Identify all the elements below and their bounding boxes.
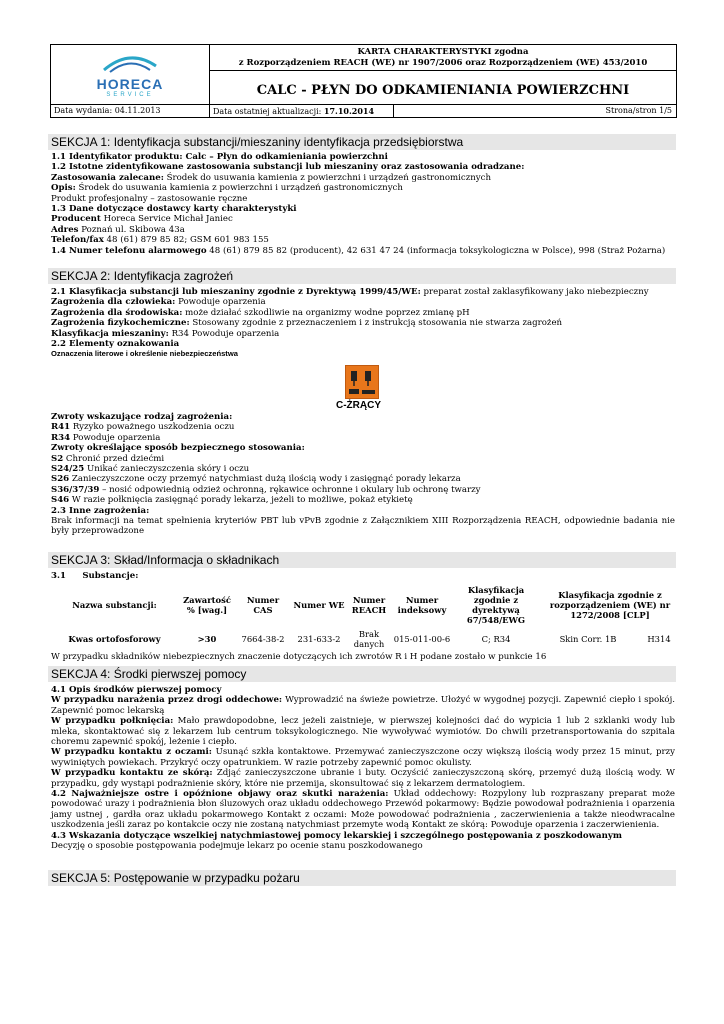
section-2-title: SEKCJA 2: Identyfikacja zagrożeń (48, 268, 676, 284)
regulation-note: KARTA CHARAKTERYSTYKI zgodna z Rozporządzeniem REACH (WE) nr 1907/2006 oraz Rozporządzeniem (WE) 453/2010 (210, 45, 676, 71)
section-4-title: SEKCJA 4: Środki pierwszej pomocy (48, 666, 676, 682)
document-header (50, 44, 677, 118)
table-row: Kwas ortofosforowy >30 7664-38-2 231-633-2 Brak danych 015-011-00-6 C; R34 Skin Corr. 1B H314 (68, 629, 671, 649)
section-1-body: 1.1 Identyfikator produktu: Calc – Płyn do odkamieniania powierzchni 1.2 Istotne zidentyfikowane zastosowania substancji lub mieszaniny oraz zastosowania odradzane: Zastosowania zalecane: Środek do usuwania kamienia z powierzchni i urządzeń gastronomicznych Opis: Środek do usuwania kamienia z powierzchni i urządzeń gastronomicznych Produkt profesjonalny – zastosowanie ręczne 1.3 Dane dotyczące dostawcy karty charakterystyki Producent Horeca Service Michał Janiec Adres Poznań ul. Skibowa 43a Telefon/fax 48 (61) 879 85 82; GSM 601 983 155 1.4 Numer telefonu alarmowego 48 (61) 879 85 82 (producent), 42 631 47 24 (informacja toksykologiczna w Polsce), 998 (Straż Pożarna) (51, 152, 666, 256)
section-3-subheading: 3.1 Substancje: (51, 571, 139, 581)
update-date: Data ostatniej aktualizacji: 17.10.2014 (210, 105, 394, 117)
section-3-title: SEKCJA 3: Skład/Informacja o składnikach (48, 552, 676, 568)
section-4-body: 4.1 Opis środków pierwszej pomocy W przypadku narażenia przez drogi oddechowe: Wyprowadzić na świeże powietrze. Ułożyć w wygodnej pozycji. Zapewnić ciepło i spokój. Zapewnić pomoc lekarską W przypadku połknięcia: Mało prawdopodobne, lecz jeżeli zaistnieje, w pierwszej kolejności dać do wypicia 1 lub 2 szklanki wody lub mleka, skontaktować się z lekarzem lub centrum toksykologicznego. Nie wywoływać wymiotów. Do chwili przetransportowania do szpitala choremu zapewnić spokój, leżenie i ciepło. W przypadku kontaktu z oczami: Usunąć szkła kontaktowe. Przemywać zanieczyszczone oczy większą ilością wody przez 15 minut, przy wywiniętych powiekach. Przykryć oczy opatrunkiem. W razie potrzeby zapewnić pomoc okulisty. W przypadku kontaktu ze skórą: Zdjąć zanieczyszczone ubranie i buty. Oczyścić zanieczyszczoną skórę, przemyć dużą ilością wody. W przypadku, gdy wystąpi podrażnienie skóry, które nie przemija, skonsultować się z lekarzem dermatologiem. 4.2 Najważniejsze ostre i opóźnione objawy oraz skutki narażenia: Układ oddechowy: Rozpylony lub rozpraszany preparat może powodować urazy i podrażnienia błon śluzowych oraz układu oddechowego Przewód pokarmowy: Będzie powodował podrażnienia i oparzenia jamy ustnej , gardła oraz układu pokarmowego Kontakt z oczami: Może powodować podrażnienia , zaczerwienienia a także nieodwracalne uszkodzenia jeśli zaraz po kontakcie oczy nie zostaną natychmiast przemyte wodą Kontakt ze skórą: Powoduje oparzenia i zaczerwienienia. 4.3 Wskazania dotyczące wszelkiej natychmiastowej pomocy lekarskiej i szczególnego postępowania z poszkodowanym Decyzję o sposobie postępowania podejmuje lekarz po ocenie stanu poszkodowanego (51, 685, 675, 852)
section-2-phrases: Zwroty wskazujące rodzaj zagrożenia: R41 Ryzyko poważnego uszkodzenia oczu R34 Powoduje oparzenia Zwroty określające sposób bezpiecznego stosowania: S2 Chronić przed dziećmi S24/25 Unikać zanieczyszczenia skóry i oczu S26 Zanieczyszczone oczy przemyć natychmiast dużą ilością wody i zasięgnąć porady lekarza S36/37/39 – nosić odpowiednią odzież ochronną, rękawice ochronne i okulary lub ochronę twarzy S46 W razie połknięcia zasięgnąć porady lekarza, jeżeli to możliwe, pokaż etykietę 2.3 Inne zagrożenia: Brak informacji na temat spełnienia kryteriów PBT lub vPvB zgodnie z Załącznikiem XIII Rozporządzenia REACH, odpowiednie badania nie były przeprowadzone (51, 412, 675, 537)
pictogram-label: C-ŻRĄCY (336, 400, 381, 411)
document-title: CALC - PŁYN DO ODKAMIENIANIA POWIERZCHNI (256, 83, 630, 98)
section-5-title: SEKCJA 5: Postępowanie w przypadku pożaru (48, 870, 676, 886)
horeca-logo: HORECA SERVICE (51, 45, 210, 104)
section-1-title: SEKCJA 1: Identyfikacja substancji/mieszaniny identyfikacja przedsiębiorstwa (48, 134, 676, 150)
page-number: Strona/stron 1/5 (605, 106, 672, 115)
section-2-body: 2.1 Klasyfikacja substancji lub mieszaniny zgodnie z Dyrektywą 1999/45/WE: preparat został zaklasyfikowany jako niebezpieczny Zagrożenia dla człowieka: Powoduje oparzenia Zagrożenia dla środowiska: może działać szkodliwie na organizmy wodne poprzez zmianę pH Zagrożenia fizykochemiczne: Stosowany zgodnie z przeznaczeniem i z instrukcją stosowania nie stwarza zagrożeń Klasyfikacja mieszaniny: R34 Powoduje oparzenia 2.2 Elementy oznakowania Oznaczenia literowe i określenie niebezpieczeństwa (51, 287, 649, 359)
issue-date: Data wydania: 04.11.2013 (51, 105, 210, 117)
logo-swoosh-icon (100, 52, 160, 74)
section-3-note: W przypadku składników niebezpiecznych znaczenie dotyczących ich zwrotów R i H podane zostało w punkcie 16 (51, 652, 547, 662)
substances-table: Nazwa substancji: Zawartość % [wag.] Numer CAS Numer WE Numer REACH Numer indeksowy Klasyfikacja zgodnie z dyrektywą 67/548/EWG Klasyfikacja zgodnie z rozporządzeniem (WE) nr 1272/2008 [CLP] Kwas ortofosforowy >30 7664-38-2 231-633-2 Brak danych 015-011-00-6 C; R34 Skin Corr. 1B H314 (50, 582, 681, 650)
corrosive-pictogram-icon (345, 365, 379, 399)
